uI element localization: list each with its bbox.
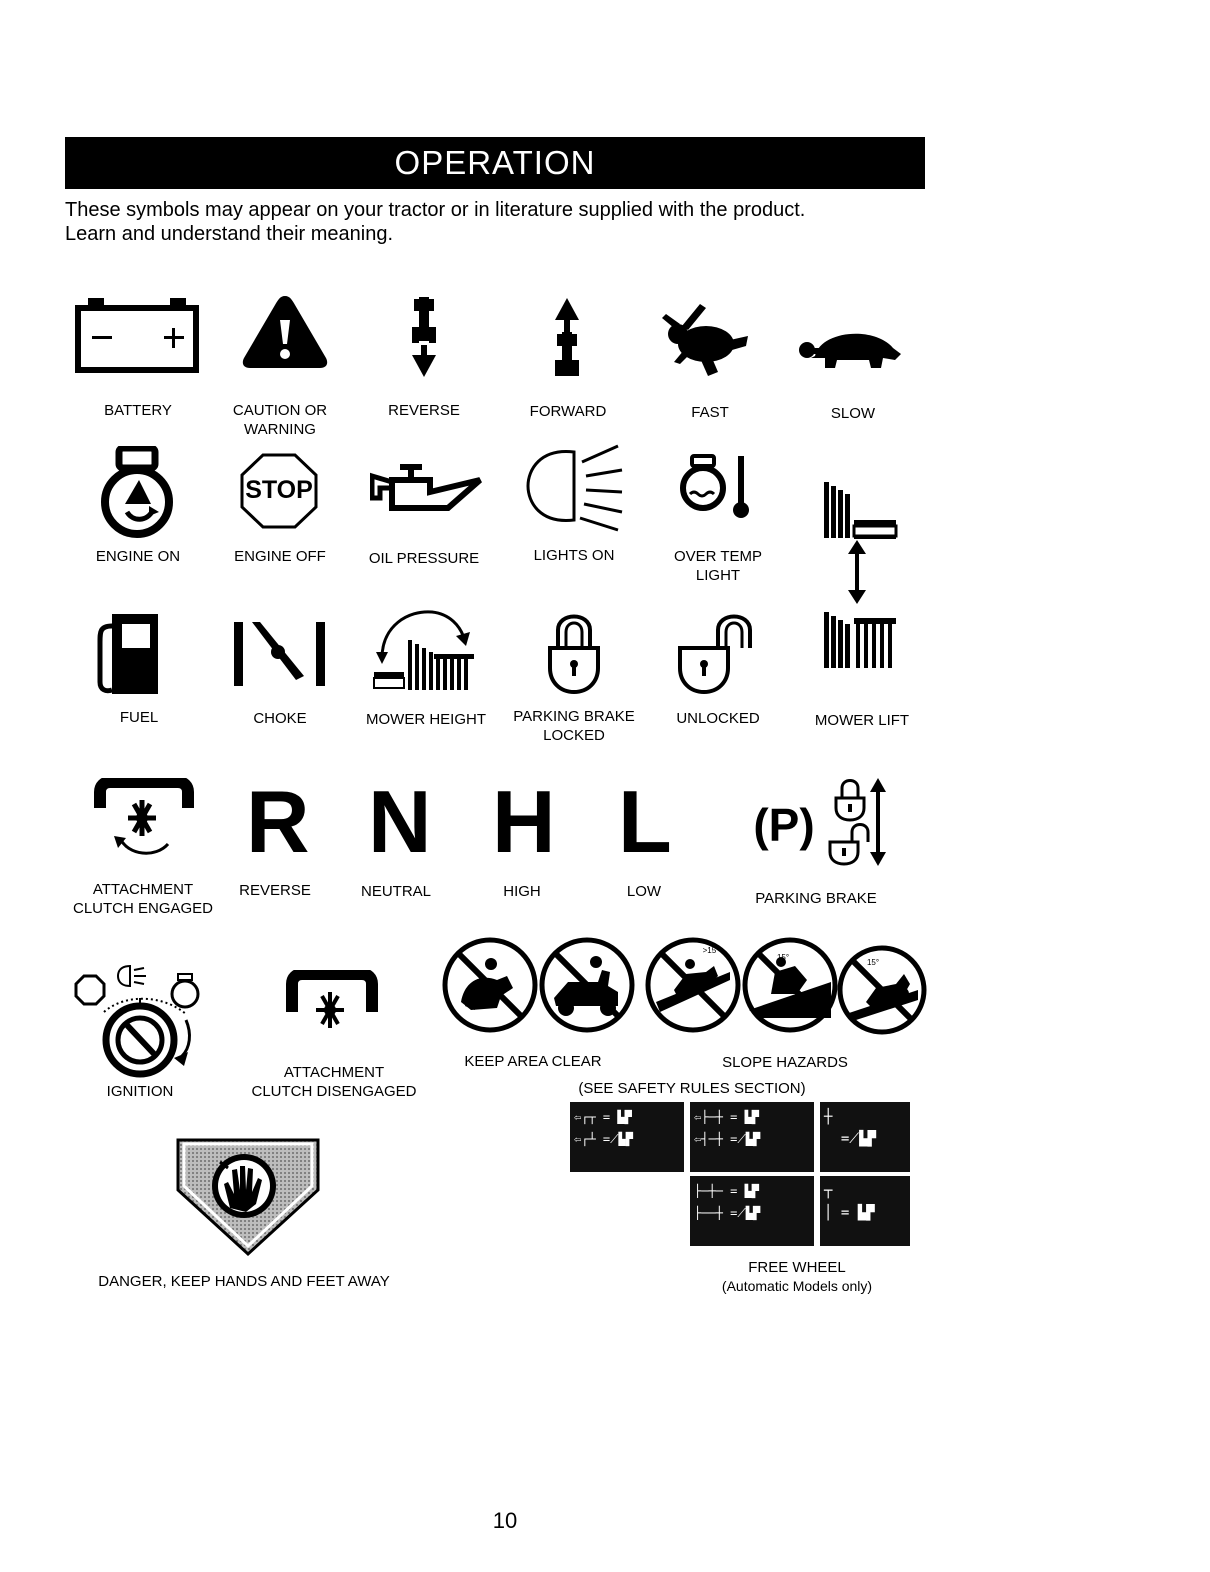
label-over-temp-line1: OVER TEMP [673,548,763,565]
warning-triangle-icon [240,292,330,370]
label-free-wheel [700,1258,894,1296]
label-danger: DANGER, KEEP HANDS AND FEET AWAY [98,1273,390,1290]
free-wheel-panel-4: ├─┼─ = ▙▛ ├──┼ =⟋▙▛ [690,1176,814,1246]
label-mower-lift: MOWER LIFT [814,712,910,729]
padlock-unlocked-icon [676,606,760,694]
label-free-wheel-line1: FREE WHEEL [748,1259,846,1276]
over-temp-icon [680,454,754,520]
engine-on-icon [97,446,177,540]
rabbit-icon [660,300,750,380]
label-slow: SLOW [830,405,876,422]
section-title: OPERATION [65,137,925,189]
label-clutch-disengaged [236,1063,432,1101]
high-letter: H [492,772,556,871]
choke-icon [230,618,330,690]
label-low: LOW [626,883,662,900]
label-fuel: FUEL [119,709,159,726]
slope-hazard-sign-1 [644,936,742,1034]
headlight-icon [522,440,626,532]
forward-arrow-icon [547,296,587,380]
label-clutch-disengaged-line1: ATTACHMENT [283,1064,385,1081]
turtle-icon [797,322,907,372]
neutral-letter: N [368,772,432,871]
free-wheel-panel-1: ⇦┌┬ = ▙▛ ⇦┌┴ =⟋▙▛ [570,1102,684,1172]
reverse-arrow-icon [404,295,444,379]
label-clutch-engaged-line2: CLUTCH ENGAGED [72,900,214,917]
label-caution [220,401,340,439]
free-wheel-panel-3: ┼ =⟋▙▛ [820,1102,910,1172]
slope-angle-label-1: >15° [702,946,720,955]
page-number: 10 [492,1508,518,1533]
fuel-pump-icon [96,612,162,696]
padlock-locked-icon [546,606,602,694]
label-reverse: REVERSE [388,402,460,419]
label-free-wheel-line2: (Automatic Models only) [721,1278,873,1294]
label-clutch-disengaged-line2: CLUTCH DISENGAGED [251,1083,417,1100]
label-clutch-engaged [60,880,226,918]
label-reverse-letter: REVERSE [239,882,311,899]
label-engine-off: ENGINE OFF [234,548,326,565]
danger-hand-sign-icon [172,1136,324,1258]
stop-sign-text: STOP [245,476,313,504]
mower-lift-icon [820,474,900,670]
label-engine-on: ENGINE ON [95,548,181,565]
ignition-icon [74,962,214,1078]
label-choke: CHOKE [253,710,307,727]
intro-line-1: These symbols may appear on your tractor or in literature supplied with the product. [65,199,806,221]
slope-hazard-sign-2 [741,936,839,1034]
label-caution-line2: WARNING [244,421,316,438]
label-parking-brake: PARKING BRAKE [755,890,877,907]
label-clutch-engaged-line1: ATTACHMENT [92,881,194,898]
label-ignition: IGNITION [106,1083,174,1100]
label-keep-area-clear: KEEP AREA CLEAR [464,1053,602,1070]
battery-icon [74,298,200,374]
label-forward: FORWARD [529,403,607,420]
label-over-temp [658,547,778,585]
label-mower-height: MOWER HEIGHT [366,711,486,728]
intro-text [65,198,945,246]
label-parking-brake-locked [500,707,648,745]
label-neutral: NEUTRAL [360,883,431,900]
label-over-temp-line2: LIGHT [695,567,741,584]
label-lights-on: LIGHTS ON [533,547,615,564]
label-high: HIGH [503,883,541,900]
slope-angle-label-3: 15° [866,958,880,967]
low-letter: L [618,772,672,871]
label-see-safety-rules: (SEE SAFETY RULES SECTION) [578,1080,806,1097]
free-wheel-panel-2: ⇦├─┼ = ▙▛ ⇦┤─┼ =⟋▙▛ [690,1102,814,1172]
keep-area-clear-sign-1 [441,936,539,1034]
label-slope-hazards: SLOPE HAZARDS [722,1054,848,1071]
label-oil-pressure: OIL PRESSURE [368,550,480,567]
label-fast: FAST [691,404,729,421]
oil-can-icon [370,462,484,522]
label-battery: BATTERY [104,402,172,419]
intro-line-2: Learn and understand their meaning. [65,223,394,245]
label-caution-line1: CAUTION OR [232,402,328,419]
reverse-letter: R [246,772,310,871]
slope-angle-label-2: 15° [776,953,790,962]
clutch-engaged-icon [94,778,194,866]
clutch-disengaged-icon [284,970,380,1032]
free-wheel-panel-5: ┬ │ = ▙▛ [820,1176,910,1246]
label-pbl-line1: PARKING BRAKE [513,708,635,725]
parking-brake-lock-icon [828,776,890,868]
mower-height-icon [368,606,480,694]
keep-area-clear-sign-2 [538,936,636,1034]
label-pbl-line2: LOCKED [543,727,605,744]
parking-brake-p-symbol: (P) [753,799,815,851]
label-unlocked: UNLOCKED [676,710,760,727]
